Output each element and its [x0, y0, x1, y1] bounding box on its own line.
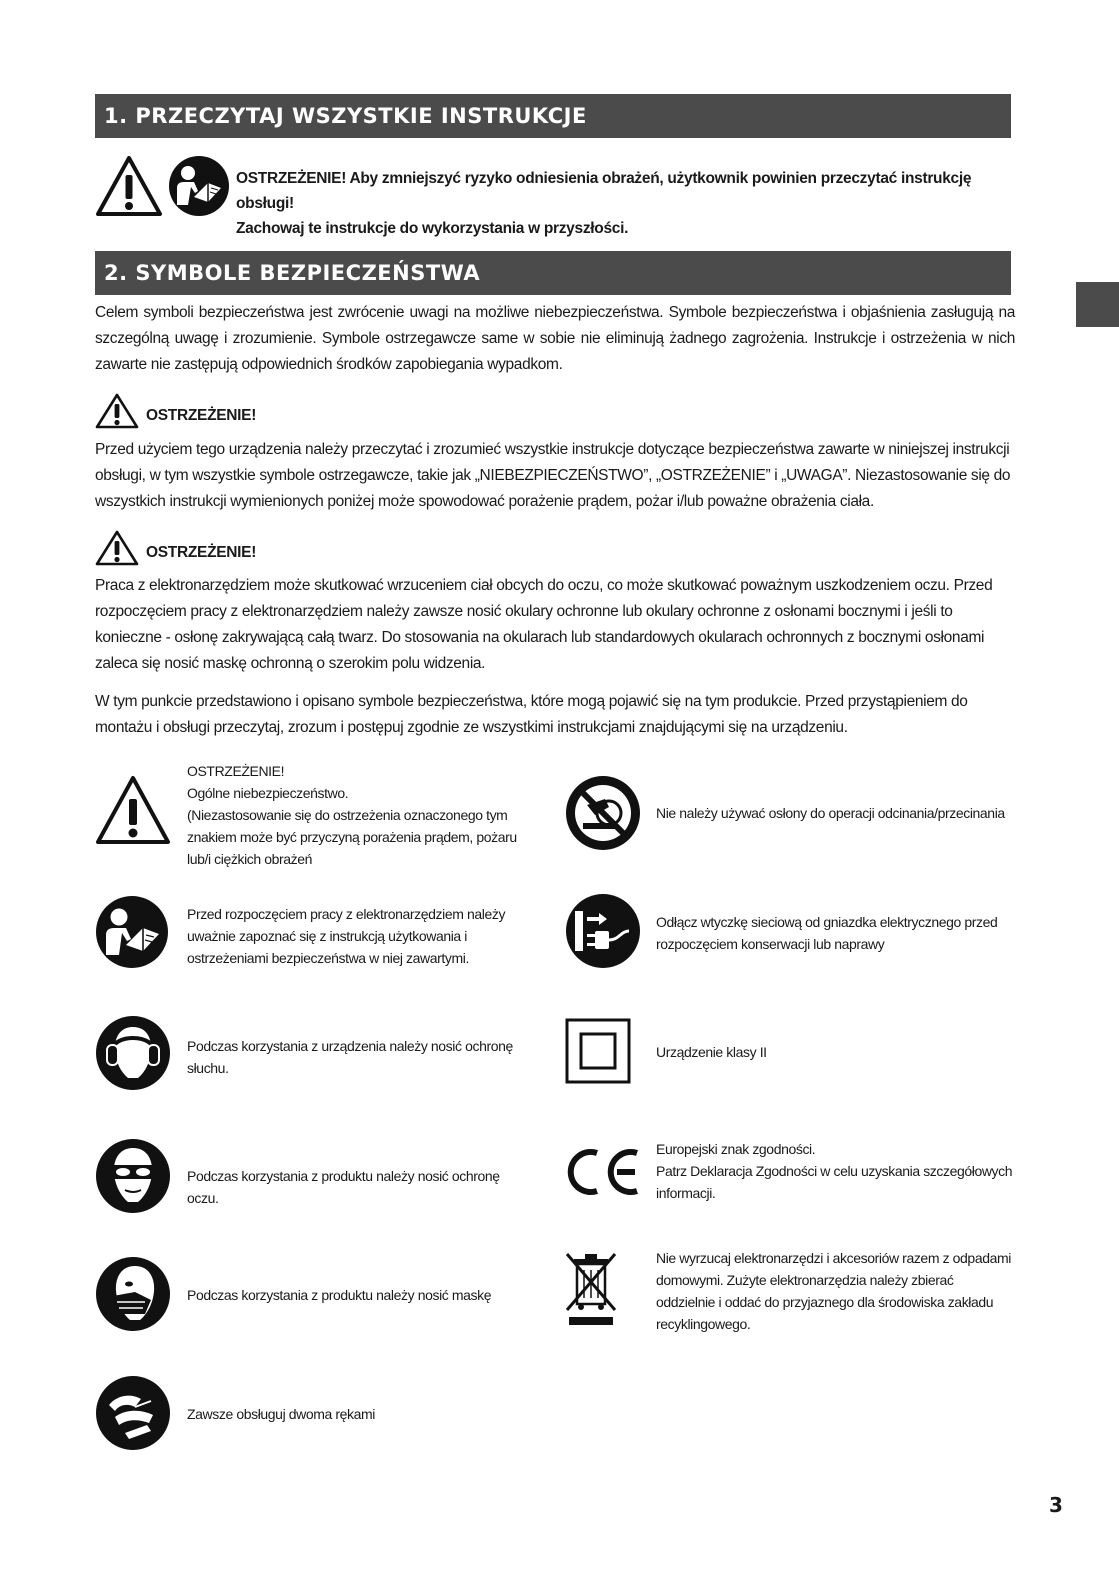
page-number: 3	[1049, 1493, 1063, 1517]
symbol-class-ii-text: Urządzenie klasy II	[656, 1044, 767, 1060]
weee-bin-icon	[565, 1250, 617, 1330]
symbol-no-guard-text: Nie należy używać osłony do operacji odcinania/przecinania	[656, 805, 1005, 821]
symbol-two-hands-text: Zawsze obsługuj dwoma rękami	[187, 1406, 375, 1422]
warning-heading-2	[95, 530, 257, 574]
warning-triangle-icon	[95, 393, 139, 429]
symbol-mask-text: Podczas korzystania z produktu należy nosić maskę	[187, 1287, 492, 1303]
no-guard-cutting-icon	[565, 775, 641, 851]
symbol-ce-text: Europejski znak zgodności. Patrz Deklaracja Zgodności w celu uzyskania szczegółowych informacji.	[656, 1141, 1013, 1201]
symbols-intro-paragraph: W tym punkcie przedstawiono i opisano symbole bezpieczeństwa, które mogą pojawić się na tym produkcie. Przed przystąpieniem do montażu i obsługi przeczytaj, zrozum i postępuj zgodnie ze wszystkimi instrukcjami znajdującymi się na urządzeniu.	[95, 693, 968, 736]
ear-protection-icon	[95, 1015, 171, 1091]
read-manual-icon	[95, 895, 169, 969]
warning-text-2: Praca z elektronarzędziem może skutkować wrzuceniem ciał obcych do oczu, co może skutkować poważnym uszkodzeniem oczu. Przed rozpoczęciem pracy z elektronarzędziem należy zawsze nosić okulary ochronne lub okulary ochronne z osłonami bocznymi i jeśli to konieczne - osłonę zakrywającą całą twarz. Do stosowania na okularach lub standardowych okularach ochronnych z bocznymi osłonami zaleca się nosić maskę ochronną o szerokim polu widzenia.	[95, 577, 993, 672]
symbol-read-manual-text: Przed rozpoczęciem pracy z elektronarzędziem należy uważnie zapoznać się z instrukcją użytkowania i ostrzeżeniami bezpieczeństwa w niej zawartymi.	[187, 906, 506, 966]
warning-label-1: OSTRZEŻENIE!	[146, 407, 257, 424]
warning-text-1: Przed użyciem tego urządzenia należy przeczytać i zrozumieć wszystkie instrukcje dotyczące bezpieczeństwa zawarte w niniejszej instrukcji obsługi, w tym wszystkie symbole ostrzegawcze, takie jak „NIEBEZPIECZEŃSTWO”, „OSTRZEŻENIE” i „UWAGA”. Niezastosowanie się do wszystkich instrukcji wymienionych poniżej może spowodować porażenie prądem, pożar i/lub poważne obrażenia ciała.	[95, 441, 1011, 510]
intro-line-1: OSTRZEŻENIE! Aby zmniejszyć ryzyko odniesienia obrażeń, użytkownik powinien przeczytać instrukcję obsługi!	[236, 170, 972, 212]
unplug-icon	[565, 893, 641, 969]
read-manual-icon	[168, 155, 230, 217]
mask-icon	[95, 1256, 171, 1332]
warning-heading-1	[95, 393, 257, 437]
side-tab-marker	[1076, 282, 1119, 327]
symbol-ear-protection-text: Podczas korzystania z urządzenia należy nosić ochronę słuchu.	[187, 1038, 513, 1076]
warning-label-2: OSTRZEŻENIE!	[146, 544, 257, 561]
warning-triangle-icon	[95, 530, 139, 566]
section-1-header: 1. PRZECZYTAJ WSZYSTKIE INSTRUKCJE	[95, 94, 1011, 138]
ce-mark-icon	[565, 1147, 643, 1197]
warning-triangle-icon	[95, 155, 163, 217]
intro-line-2: Zachowaj te instrukcje do wykorzystania w przyszłości.	[236, 220, 629, 237]
symbol-unplug-text: Odłącz wtyczkę sieciową od gniazdka elektrycznego przed rozpoczęciem konserwacji lub naprawy	[656, 914, 998, 952]
intro-paragraph: Celem symboli bezpieczeństwa jest zwrócenie uwagi na możliwe niebezpieczeństwa. Symbole bezpieczeństwa i objaśnienia zasługują na szczególną uwagę i zrozumienie. Symbole ostrzegawcze same w sobie nie eliminują żadnego zagrożenia. Instrukcje i ostrzeżenia w nich zawarte nie zastępują odpowiednich środków zapobiegania wypadkom.	[95, 304, 1015, 373]
intro-text	[236, 166, 1016, 241]
two-hands-icon	[95, 1375, 171, 1451]
intro-warning	[95, 155, 1015, 237]
symbol-weee-text: Nie wyrzucaj elektronarzędzi i akcesoriów razem z odpadami domowymi. Zużyte elektronarzędzia należy zbierać oddzielnie i oddać do przyjaznego dla środowiska zakładu recyklingowego.	[656, 1250, 1011, 1332]
section-2-header: 2. SYMBOLE BEZPIECZEŃSTWA	[95, 251, 1011, 295]
class-ii-icon	[565, 1018, 631, 1084]
symbol-eye-protection-text: Podczas korzystania z produktu należy nosić ochronę oczu.	[187, 1168, 500, 1206]
eye-protection-icon	[95, 1138, 171, 1214]
warning-triangle-icon	[95, 775, 171, 845]
symbol-general-warning-text: OSTRZEŻENIE! Ogólne niebezpieczeństwo. (Niezastosowanie się do ostrzeżenia oznaczonego tym znakiem może być przyczyną porażenia prądem, pożaru lub/i ciężkich obrażeń	[187, 763, 517, 867]
